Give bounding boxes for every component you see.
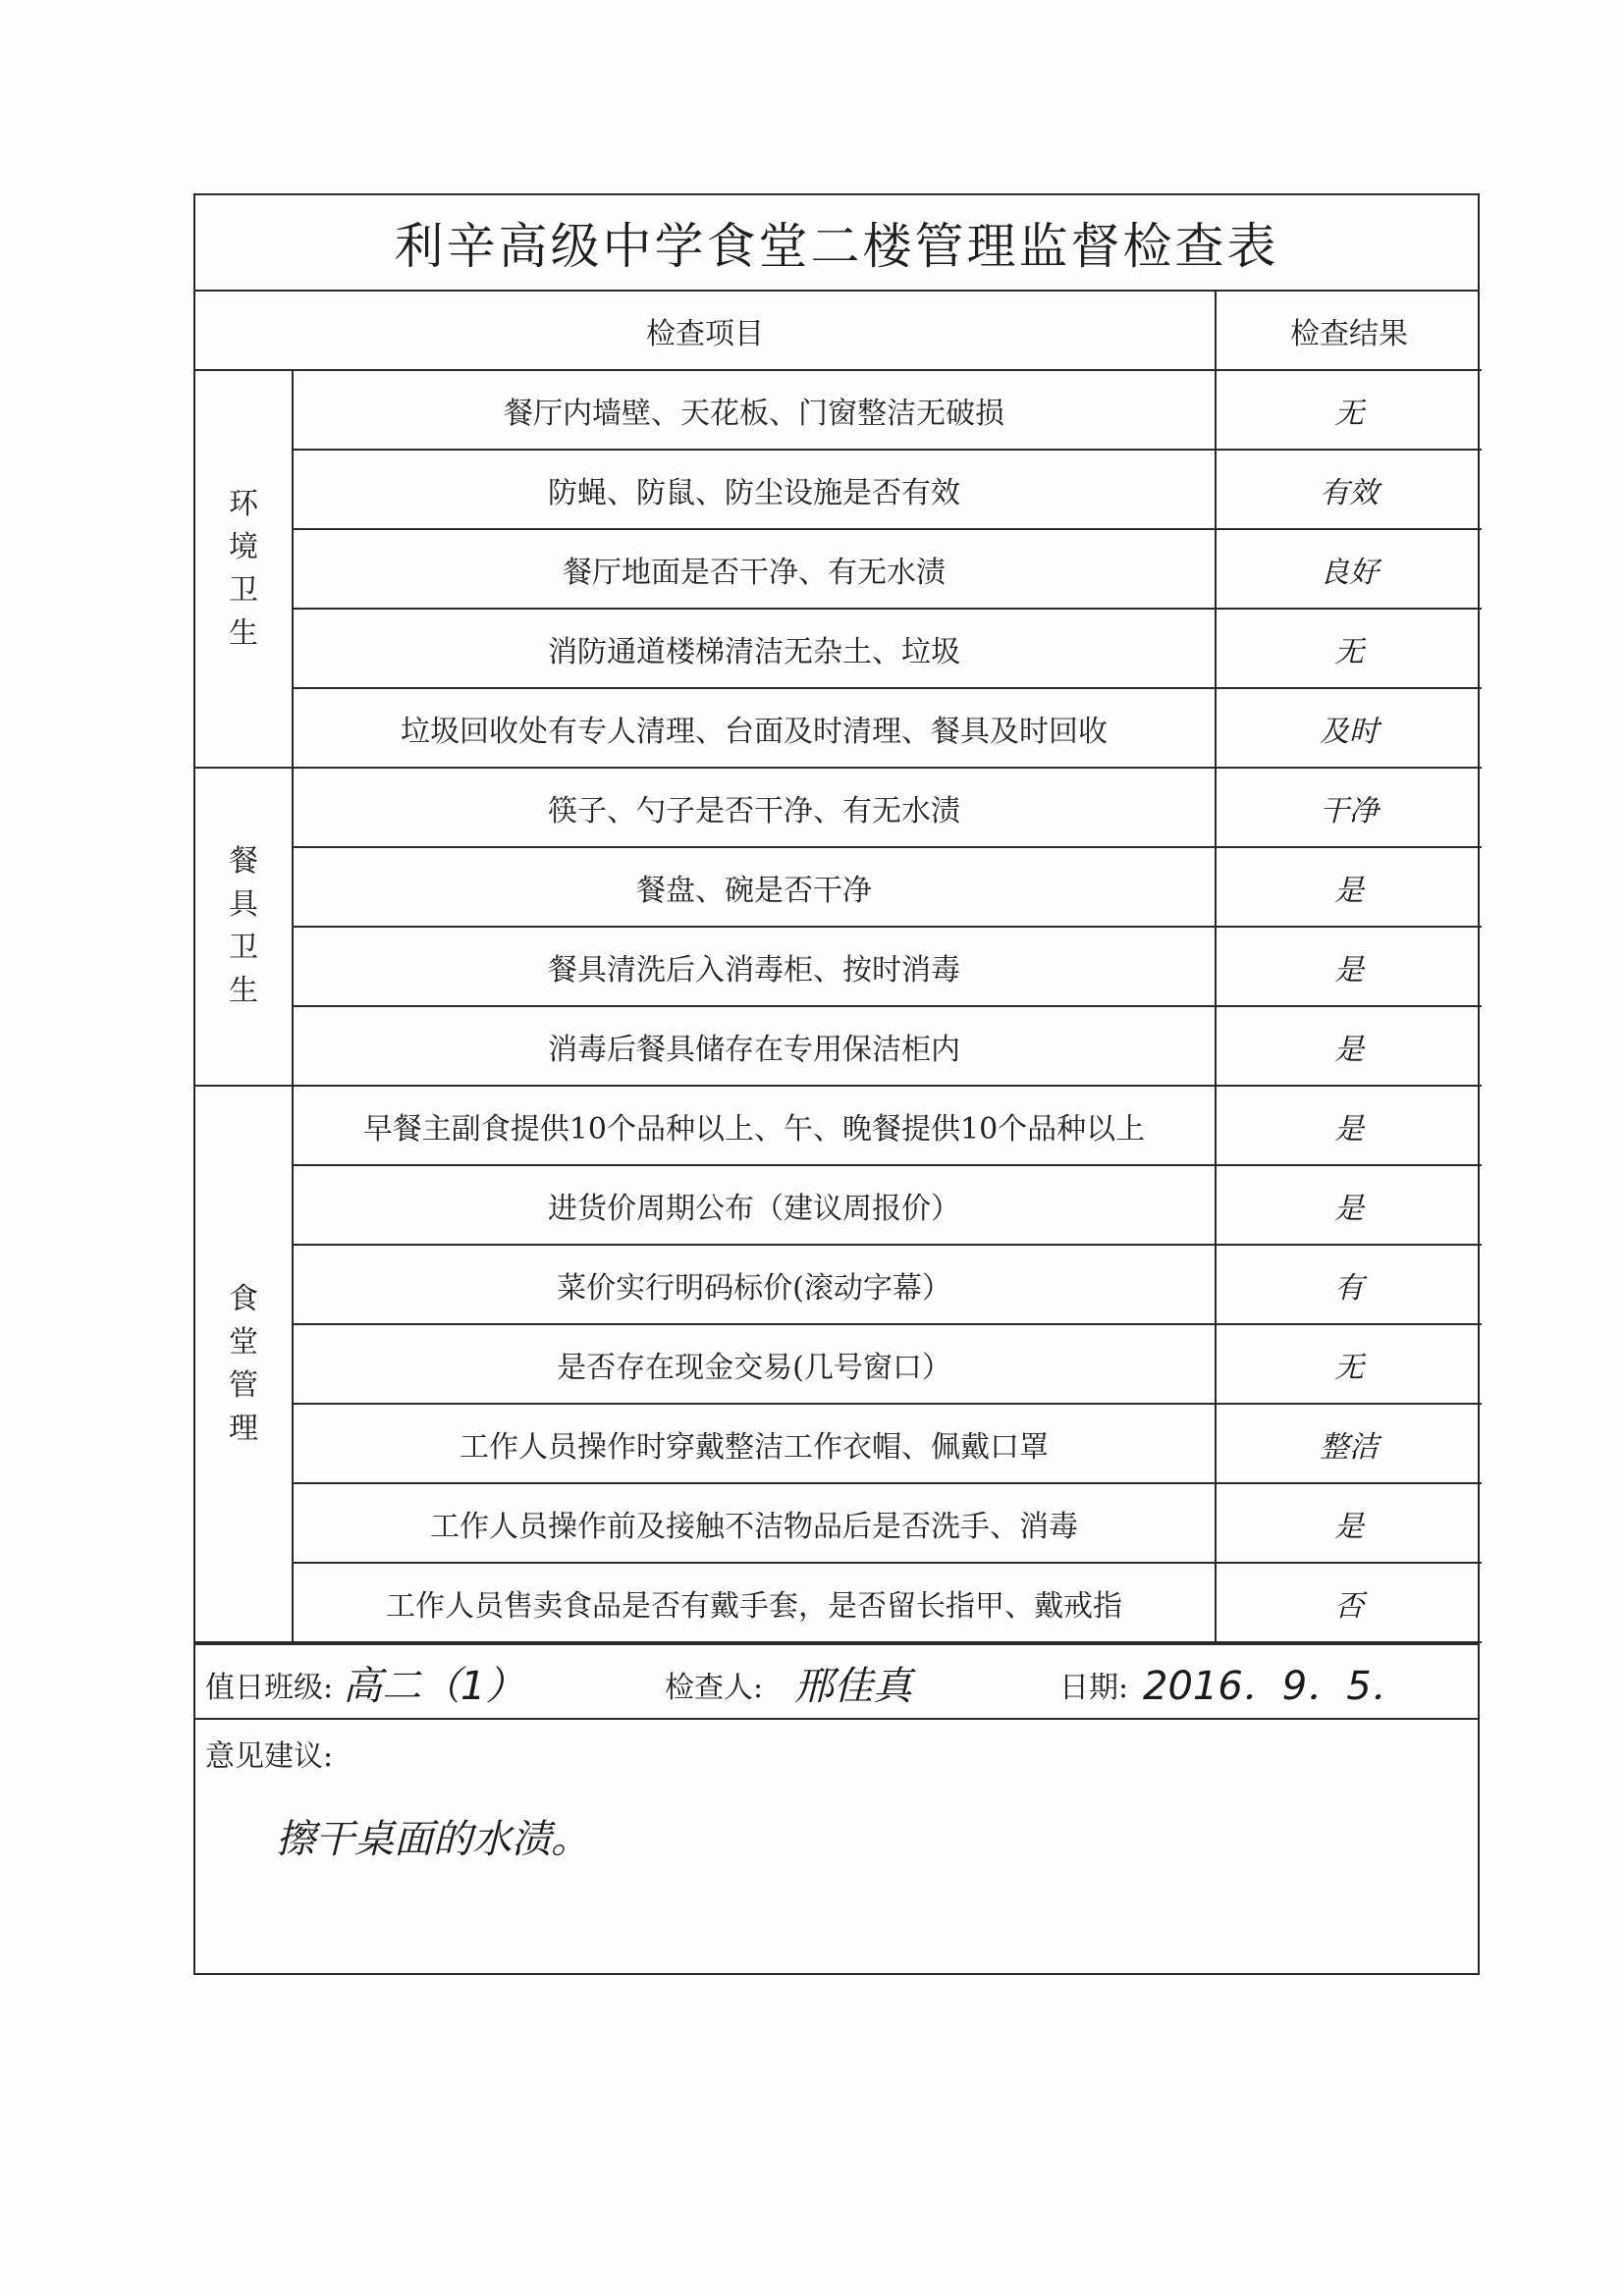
check-result: 是 — [1216, 927, 1482, 1006]
check-item: 餐厅内墙壁、天花板、门窗整洁无破损 — [293, 370, 1216, 450]
table-row — [195, 768, 1482, 847]
table-row — [195, 1324, 1482, 1404]
table-row — [195, 1404, 1482, 1483]
check-item: 消毒后餐具储存在专用保洁柜内 — [293, 1006, 1216, 1086]
check-item: 筷子、勺子是否干净、有无水渍 — [293, 768, 1216, 847]
inspection-table — [195, 292, 1482, 1643]
check-result: 及时 — [1216, 688, 1482, 768]
table-row — [195, 1086, 1482, 1165]
check-result: 无 — [1216, 609, 1482, 688]
table-row — [195, 529, 1482, 609]
check-result: 否 — [1216, 1563, 1482, 1642]
category-cell — [195, 370, 293, 768]
date-label: 日期: — [1059, 1671, 1129, 1705]
inspection-form — [193, 193, 1480, 1975]
table-row — [195, 927, 1482, 1006]
inspector-label: 检查人: — [665, 1671, 764, 1705]
table-row — [195, 450, 1482, 529]
check-result: 整洁 — [1216, 1404, 1482, 1483]
form-title: 利辛高级中学食堂二楼管理监督检查表 — [195, 195, 1478, 292]
table-row — [195, 609, 1482, 688]
check-item: 消防通道楼梯清洁无杂土、垃圾 — [293, 609, 1216, 688]
class-label: 值日班级: — [205, 1671, 334, 1705]
date-value: 2016．9．5． — [1143, 1664, 1411, 1709]
check-result: 无 — [1216, 1324, 1482, 1404]
check-result: 无 — [1216, 370, 1482, 450]
category-cell — [195, 768, 293, 1086]
check-result: 是 — [1216, 1483, 1482, 1563]
check-result: 是 — [1216, 1165, 1482, 1245]
check-item: 是否存在现金交易(几号窗口） — [293, 1324, 1216, 1404]
check-item: 餐具清洗后入消毒柜、按时消毒 — [293, 927, 1216, 1006]
check-result: 是 — [1216, 847, 1482, 927]
check-result: 是 — [1216, 1086, 1482, 1165]
inspector-value: 邢佳真 — [794, 1664, 912, 1709]
table-row — [195, 1006, 1482, 1086]
table-row — [195, 1165, 1482, 1245]
check-item: 垃圾回收处有专人清理、台面及时清理、餐具及时回收 — [293, 688, 1216, 768]
category-label: 食堂管理 — [229, 1281, 258, 1446]
table-row — [195, 847, 1482, 927]
check-result: 有效 — [1216, 450, 1482, 529]
table-row — [195, 1245, 1482, 1324]
table-row — [195, 688, 1482, 768]
category-label: 餐具卫生 — [229, 844, 258, 1008]
check-item: 餐厅地面是否干净、有无水渍 — [293, 529, 1216, 609]
check-item: 早餐主副食提供10个品种以上、午、晚餐提供10个品种以上 — [293, 1086, 1216, 1165]
suggestion-text: 擦干桌面的水渍。 — [276, 1817, 590, 1862]
check-result: 良好 — [1216, 529, 1482, 609]
header-item: 检查项目 — [195, 292, 1216, 370]
category-cell — [195, 1086, 293, 1642]
table-row — [195, 1483, 1482, 1563]
check-item: 餐盘、碗是否干净 — [293, 847, 1216, 927]
table-header-row — [195, 292, 1482, 370]
check-item: 工作人员操作时穿戴整洁工作衣帽、佩戴口罩 — [293, 1404, 1216, 1483]
category-label: 环境卫生 — [229, 486, 258, 651]
suggestion-box — [195, 1718, 1478, 1973]
check-item: 进货价周期公布（建议周报价） — [293, 1165, 1216, 1245]
class-value: 高二（1） — [343, 1664, 525, 1709]
check-item: 菜价实行明码标价(滚动字幕） — [293, 1245, 1216, 1324]
check-result: 是 — [1216, 1006, 1482, 1086]
check-result: 有 — [1216, 1245, 1482, 1324]
table-row — [195, 1563, 1482, 1642]
duty-info-row — [195, 1643, 1478, 1718]
check-item: 工作人员操作前及接触不洁物品后是否洗手、消毒 — [293, 1483, 1216, 1563]
header-result: 检查结果 — [1216, 292, 1482, 370]
check-item: 工作人员售卖食品是否有戴手套，是否留长指甲、戴戒指 — [293, 1563, 1216, 1642]
suggestion-label: 意见建议: — [205, 1739, 334, 1774]
check-result: 干净 — [1216, 768, 1482, 847]
table-row — [195, 370, 1482, 450]
check-item: 防蝇、防鼠、防尘设施是否有效 — [293, 450, 1216, 529]
